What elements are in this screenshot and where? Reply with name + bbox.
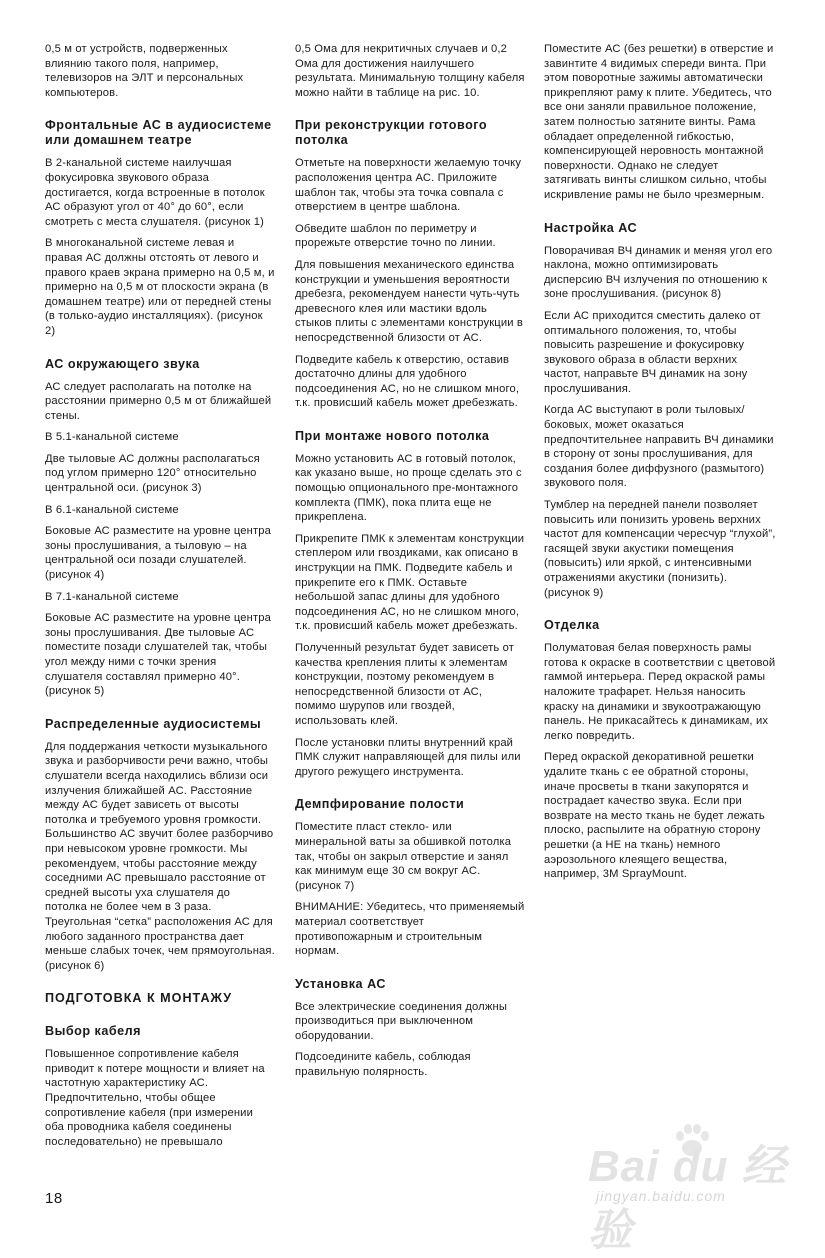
paragraph: Тумблер на передней панели позволяет повысить или понизить уровень верхних частот для компенсации чересчур “глухой”, гасящей звуки акустики помещения (повысить) или яркой, с интенсивными отражениями акустики (понизить). (рисунок 9) — [544, 499, 776, 599]
watermark — [588, 1118, 808, 1255]
paragraph: Полуматовая белая поверхность рамы готова к окраске в соответствии с цветовой гаммой интерьера. Перед окраской рамы наложите трафарет. Нельзя наносить краску на динамики и звукоотражающую панель. Не прикасайтесь к динамикам, их легко повредить. — [544, 642, 776, 742]
paragraph: Поворачивая ВЧ динамик и меняя угол его наклона, можно оптимизировать дисперсию ВЧ излучения по отношению к зоне прослушивания. (рисунок 8) — [544, 244, 773, 301]
paragraph: Когда АС выступают в роли тыловых/боковых, может оказаться предпочтительнее направить ВЧ динамики в сторону от зоны прослушивания, для создания более диффузного (размытого) звукового поля. — [544, 404, 774, 490]
paragraph: В 6.1-канальной системе — [45, 503, 179, 516]
heading-surround-speakers: АС окружающего звука — [45, 356, 200, 371]
heading-cavity-damping: Демпфирование полости — [295, 797, 465, 812]
paragraph: Повышенное сопротивление кабеля приводит к потере мощности и влияет на частотную характеристику АС. Предпочтительно, чтобы общее сопротивление кабеля (при измерении оба проводника кабеля соединены последовательно) не превышало — [45, 1048, 265, 1148]
paragraph: В многоканальной системе левая и правая АС должны отстоять от левого и правого краев экрана примерно на 0,5 м, и примерно на 0,5 м от плоскости экрана (в домашнем театре) или от передней стены (в только-аудио инсталляциях). (рисунок 2) — [45, 237, 275, 337]
paragraph: Боковые АС разместите на уровне центра зоны прослушивания. Две тыловые АС поместите позади слушателей так, чтобы угол между ними с точки зрения слушателя составлял примерно 40°. (рисунок 5) — [45, 612, 272, 698]
paragraph: Полученный результат будет зависеть от качества крепления плиты к элементам конструкции, поэтому рекомендуем в непосредственной близости от АС, помимо шурупов или гвоздей, использовать клей. — [295, 642, 515, 727]
paragraph: Все электрические соединения должны производиться при выключенном оборудовании. — [295, 1000, 508, 1042]
paragraph: Перед окраской декоративной решетки удалите ткань с ее обратной стороны, иначе просветы в ткани закупорятся и пострадает качество звука. Если при возврате на место ткань не будет лежать плоско, распылите на обратную сторону решетки (а НЕ на ткань) немного аэрозольного клеящего вещества, например, 3M SprayMount. — [544, 751, 765, 881]
column-2 — [295, 42, 525, 1087]
heading-installation: Установка АС — [295, 976, 386, 991]
paragraph: Подсоедините кабель, соблюдая правильную полярность. — [295, 1051, 471, 1079]
section-title-preparation: ПОДГОТОВКА К МОНТАЖУ — [45, 991, 233, 1006]
paragraph: Боковые АС разместите на уровне центра зоны прослушивания, а тыловую – на центральной оси позади слушателей. (рисунок 4) — [45, 525, 272, 582]
heading-reconstruction: При реконструкции готового потолка — [295, 118, 488, 148]
paragraph: Прикрепите ПМК к элементам конструкции степлером или гвоздиками, как описано в инструкции на ПМК. Подведите кабель и прикрепите его к ПМК. Оставьте небольшой запас длины для удобного подсоединения АС, но не слишком много, т.к. провисший кабель может дребезжать. — [295, 532, 525, 633]
paragraph: Для повышения механического единства конструкции и уменьшения вероятности дребезга, рекомендуем нанести чуть-чуть древесного клея или мастики вдоль стыков плиты с элементами конструкции в непосредственной близости от АС. — [295, 258, 523, 344]
heading-cable-selection: Выбор кабеля — [45, 1024, 141, 1039]
heading-finishing: Отделка — [544, 618, 600, 633]
paragraph: Поместите пласт стекло- или минеральной ваты за обшивкой потолка так, чтобы он закрыл отверстие и занял как минимум еще 30 см вокруг АС. (рисунок 7) — [295, 821, 512, 892]
heading-tuning: Настройка АС — [544, 220, 638, 235]
paragraph: В 5.1-канальной системе — [45, 431, 179, 444]
paragraph: 0,5 м от устройств, подверженных влиянию такого поля, например, телевизоров на ЭЛТ и персональных компьютеров. — [45, 43, 244, 99]
column-1 — [45, 42, 275, 1156]
heading-new-ceiling: При монтаже нового потолка — [295, 428, 490, 443]
heading-distributed-systems: Распределенные аудиосистемы — [45, 716, 262, 731]
paragraph: Отметьте на поверхности желаемую точку расположения центра АС. Приложите шаблон так, чтобы эта точка совпала с отверстием в центре шаблона. — [295, 157, 522, 214]
paragraph: Поместите АС (без решетки) в отверстие и завинтите 4 видимых спереди винта. При этом поворотные зажимы автоматически прикрепляют раму к плите. Убедитесь, что все они заняли правильное положение, затем полностью затяните винты. Рама обладает определенной гибкостью, компенсирующей неровность монтажной поверхности. Однако не следует затягивать винты слишком сильно, чтобы искривление рамы не было чрезмерным. — [544, 43, 774, 201]
heading-front-speakers: Фронтальные АС в аудиосистеме или домашнем театре — [45, 118, 272, 148]
column-3 — [544, 42, 776, 889]
paragraph: АС следует располагать на потолке на расстоянии примерно 0,5 м от ближайшей стены. — [45, 380, 272, 422]
page-number: 18 — [45, 1190, 63, 1207]
paragraph: В 2-канальной системе наилучшая фокусировка звукового образа достигается, когда встроенные в потолок АС образуют угол от 40° до 60°, если смотреть с места слушателя. (рисунок 1) — [45, 157, 265, 228]
paragraph: Можно установить АС в готовый потолок, как указано выше, но проще сделать это с помощью опционального пре-монтажного комплекта (ПМК), пока плита еще не прикреплена. — [295, 452, 522, 524]
paragraph: Для поддержания четкости музыкального звука и разборчивости речи важно, чтобы слушатели всегда находились вблизи оси излучения ближайшей АС. Расстояние между АС будет зависеть от высоты потолка и требуемого уровня громкости. Большинство АС звучит более разборчиво при невысоком уровне громкости. Мы рекомендуем, чтобы расстояние между соседними АС превышало расстояние от средней высоты уха слушателя до потолка не более чем в 3 раза. Треугольная “сетка” расположения АС для любого заданного пространства дает меньше слабых точек, чем прямоугольная. (рисунок 6) — [45, 740, 275, 972]
paragraph: ВНИМАНИЕ: Убедитесь, что применяемый материал соответствует противопожарным и строительным нормам. — [295, 901, 525, 958]
paragraph: Обведите шаблон по периметру и прорежьте отверстие точно по линии. — [295, 222, 496, 250]
paragraph: В 7.1-канальной системе — [45, 590, 179, 603]
paragraph: Если АС приходится сместить далеко от оптимального положения, то, чтобы повысить разрешение и фокусировку звукового образа в области верхних частот, направьте ВЧ динамик на зону прослушивания. — [544, 309, 761, 395]
paragraph: Две тыловые АС должны располагаться под углом примерно 120° относительно центральной оси. (рисунок 3) — [45, 452, 260, 495]
watermark-url: jingyan.baidu.com — [596, 1188, 726, 1204]
watermark-brand: Bai du 经验 — [588, 1142, 787, 1255]
paragraph: После установки плиты внутренний край ПМК служит направляющей для пилы или другого режущего инструмента. — [295, 736, 521, 778]
paragraph: 0,5 Ома для некритичных случаев и 0,2 Ома для достижения наилучшего результата. Минимальную толщину кабеля можно найти в таблице на рис. 10. — [295, 43, 525, 99]
paragraph: Подведите кабель к отверстию, оставив достаточно длины для удобного подсоединения АС, но не слишком много, т.к. провисший кабель может дребезжать. — [295, 353, 520, 410]
